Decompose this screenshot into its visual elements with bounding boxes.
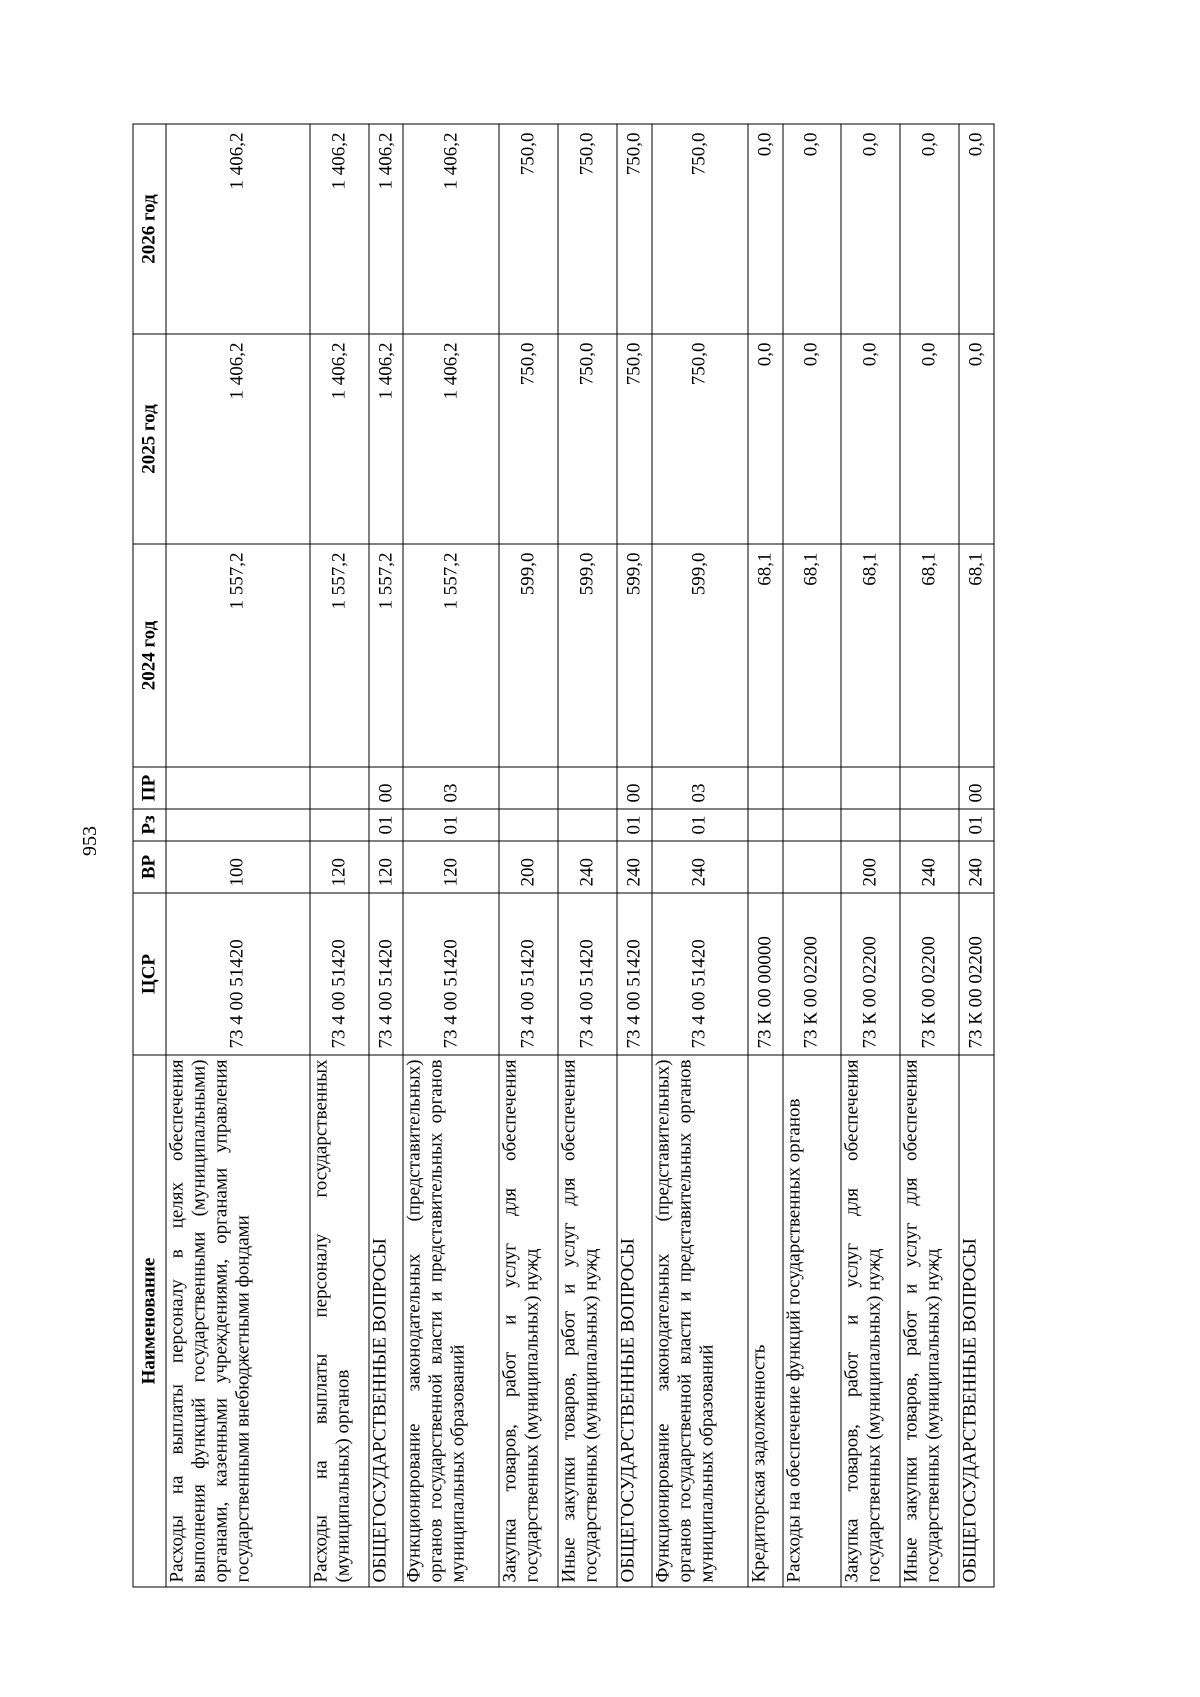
row-rz [499, 809, 558, 841]
row-pr [748, 767, 783, 809]
row-2025: 1 406,2 [403, 334, 499, 544]
table-row [748, 124, 783, 1587]
row-2025: 0,0 [783, 334, 842, 544]
row-rz [310, 809, 369, 841]
row-2025: 750,0 [499, 334, 558, 544]
table-header-row [133, 124, 166, 1587]
row-2024: 1 557,2 [310, 544, 369, 767]
table-row [783, 124, 842, 1587]
table-row [369, 124, 404, 1587]
row-vr: 240 [652, 841, 748, 893]
header-2026: 2026 год [133, 124, 166, 334]
row-2024: 599,0 [617, 544, 652, 767]
row-2026: 0,0 [841, 124, 900, 334]
row-2026: 1 406,2 [369, 124, 404, 334]
row-2025: 0,0 [748, 334, 783, 544]
row-rz: 01 [617, 809, 652, 841]
table-row [310, 124, 369, 1587]
row-2025: 0,0 [841, 334, 900, 544]
row-2025: 1 406,2 [310, 334, 369, 544]
row-2026: 0,0 [748, 124, 783, 334]
row-name: Функционирование законодательных (представительных) органов государственной власти и представительных органов муниципальных образований [652, 1055, 748, 1587]
row-2026: 0,0 [900, 124, 959, 334]
row-pr [166, 767, 310, 809]
row-2025: 0,0 [900, 334, 959, 544]
row-name: Иные закупки товаров, работ и услуг для обеспечения государственных (муниципальных) нужд [900, 1055, 959, 1587]
row-2025: 750,0 [652, 334, 748, 544]
row-2024: 68,1 [959, 544, 994, 767]
row-name: Расходы на выплаты персоналу государственных (муниципальных) органов [310, 1055, 369, 1587]
table-row [558, 124, 617, 1587]
row-2026: 1 406,2 [310, 124, 369, 334]
row-csr: 73 К 00 02200 [841, 893, 900, 1055]
header-2024: 2024 год [133, 544, 166, 767]
row-vr [783, 841, 842, 893]
row-vr: 120 [310, 841, 369, 893]
row-csr: 73 4 00 51420 [166, 893, 310, 1055]
row-csr: 73 4 00 51420 [652, 893, 748, 1055]
table-row [959, 124, 994, 1587]
row-rz [558, 809, 617, 841]
row-rz [900, 809, 959, 841]
row-csr: 73 4 00 51420 [499, 893, 558, 1055]
row-vr: 240 [959, 841, 994, 893]
row-pr: 03 [652, 767, 748, 809]
row-rz [748, 809, 783, 841]
row-vr: 200 [499, 841, 558, 893]
header-csr: ЦСР [133, 893, 166, 1055]
row-pr [558, 767, 617, 809]
row-2025: 1 406,2 [166, 334, 310, 544]
row-2026: 0,0 [783, 124, 842, 334]
row-vr: 100 [166, 841, 310, 893]
row-pr: 03 [403, 767, 499, 809]
row-csr: 73 4 00 51420 [617, 893, 652, 1055]
row-rz: 01 [959, 809, 994, 841]
table-row [166, 124, 310, 1587]
row-pr [310, 767, 369, 809]
row-csr: 73 К 00 02200 [959, 893, 994, 1055]
row-name: Закупка товаров, работ и услуг для обеспечения государственных (муниципальных) нужд [499, 1055, 558, 1587]
row-2024: 68,1 [900, 544, 959, 767]
row-2024: 599,0 [652, 544, 748, 767]
row-pr: 00 [369, 767, 404, 809]
row-csr: 73 4 00 51420 [403, 893, 499, 1055]
row-2026: 750,0 [617, 124, 652, 334]
header-name: Наименование [133, 1055, 166, 1587]
row-2026: 0,0 [959, 124, 994, 334]
row-vr: 120 [403, 841, 499, 893]
row-2026: 750,0 [499, 124, 558, 334]
table-row [900, 124, 959, 1587]
row-vr: 240 [617, 841, 652, 893]
row-2024: 599,0 [558, 544, 617, 767]
row-name: ОБЩЕГОСУДАРСТВЕННЫЕ ВОПРОСЫ [959, 1055, 994, 1587]
row-2024: 68,1 [783, 544, 842, 767]
row-name: ОБЩЕГОСУДАРСТВЕННЫЕ ВОПРОСЫ [369, 1055, 404, 1587]
row-pr [783, 767, 842, 809]
row-2026: 750,0 [652, 124, 748, 334]
page-number: 953 [79, 826, 101, 856]
header-pr: ПР [133, 767, 166, 809]
table-row [841, 124, 900, 1587]
row-rz [166, 809, 310, 841]
row-csr: 73 4 00 51420 [558, 893, 617, 1055]
table-row [652, 124, 748, 1587]
row-2024: 1 557,2 [403, 544, 499, 767]
row-pr: 00 [617, 767, 652, 809]
budget-table [133, 124, 995, 1588]
row-name: Функционирование законодательных (представительных) органов государственной власти и представительных органов муниципальных образований [403, 1055, 499, 1587]
row-2026: 1 406,2 [166, 124, 310, 334]
row-pr [841, 767, 900, 809]
row-vr [748, 841, 783, 893]
row-2024: 1 557,2 [166, 544, 310, 767]
row-rz [783, 809, 842, 841]
row-2024: 1 557,2 [369, 544, 404, 767]
table-row [617, 124, 652, 1587]
header-2025: 2025 год [133, 334, 166, 544]
header-rz: Рз [133, 809, 166, 841]
row-vr: 240 [558, 841, 617, 893]
row-name: Закупка товаров, работ и услуг для обеспечения государственных (муниципальных) нужд [841, 1055, 900, 1587]
row-csr: 73 К 00 02200 [783, 893, 842, 1055]
row-name: Расходы на обеспечение функций государственных органов [783, 1055, 842, 1587]
row-csr: 73 4 00 51420 [369, 893, 404, 1055]
table-row [403, 124, 499, 1587]
row-csr: 73 К 00 00000 [748, 893, 783, 1055]
row-pr [499, 767, 558, 809]
row-rz: 01 [369, 809, 404, 841]
row-name: Иные закупки товаров, работ и услуг для обеспечения государственных (муниципальных) нужд [558, 1055, 617, 1587]
header-vr: ВР [133, 841, 166, 893]
row-rz [841, 809, 900, 841]
row-name: Расходы на выплаты персоналу в целях обеспечения выполнения функций государственными (муниципальными) органами, казенными учреждениями, органами управления государственными внебюджетными фондами [166, 1055, 310, 1587]
row-rz: 01 [403, 809, 499, 841]
row-csr: 73 К 00 02200 [900, 893, 959, 1055]
row-vr: 120 [369, 841, 404, 893]
row-2024: 68,1 [748, 544, 783, 767]
row-2026: 1 406,2 [403, 124, 499, 334]
row-2025: 0,0 [959, 334, 994, 544]
row-vr: 240 [900, 841, 959, 893]
row-pr: 00 [959, 767, 994, 809]
row-csr: 73 4 00 51420 [310, 893, 369, 1055]
row-2025: 750,0 [558, 334, 617, 544]
row-2026: 750,0 [558, 124, 617, 334]
row-pr [900, 767, 959, 809]
row-2025: 750,0 [617, 334, 652, 544]
table-row [499, 124, 558, 1587]
row-2024: 68,1 [841, 544, 900, 767]
row-rz: 01 [652, 809, 748, 841]
row-2025: 1 406,2 [369, 334, 404, 544]
row-name: Кредиторская задолженность [748, 1055, 783, 1587]
budget-table-container [133, 125, 995, 1588]
row-name: ОБЩЕГОСУДАРСТВЕННЫЕ ВОПРОСЫ [617, 1055, 652, 1587]
row-vr: 200 [841, 841, 900, 893]
row-2024: 599,0 [499, 544, 558, 767]
